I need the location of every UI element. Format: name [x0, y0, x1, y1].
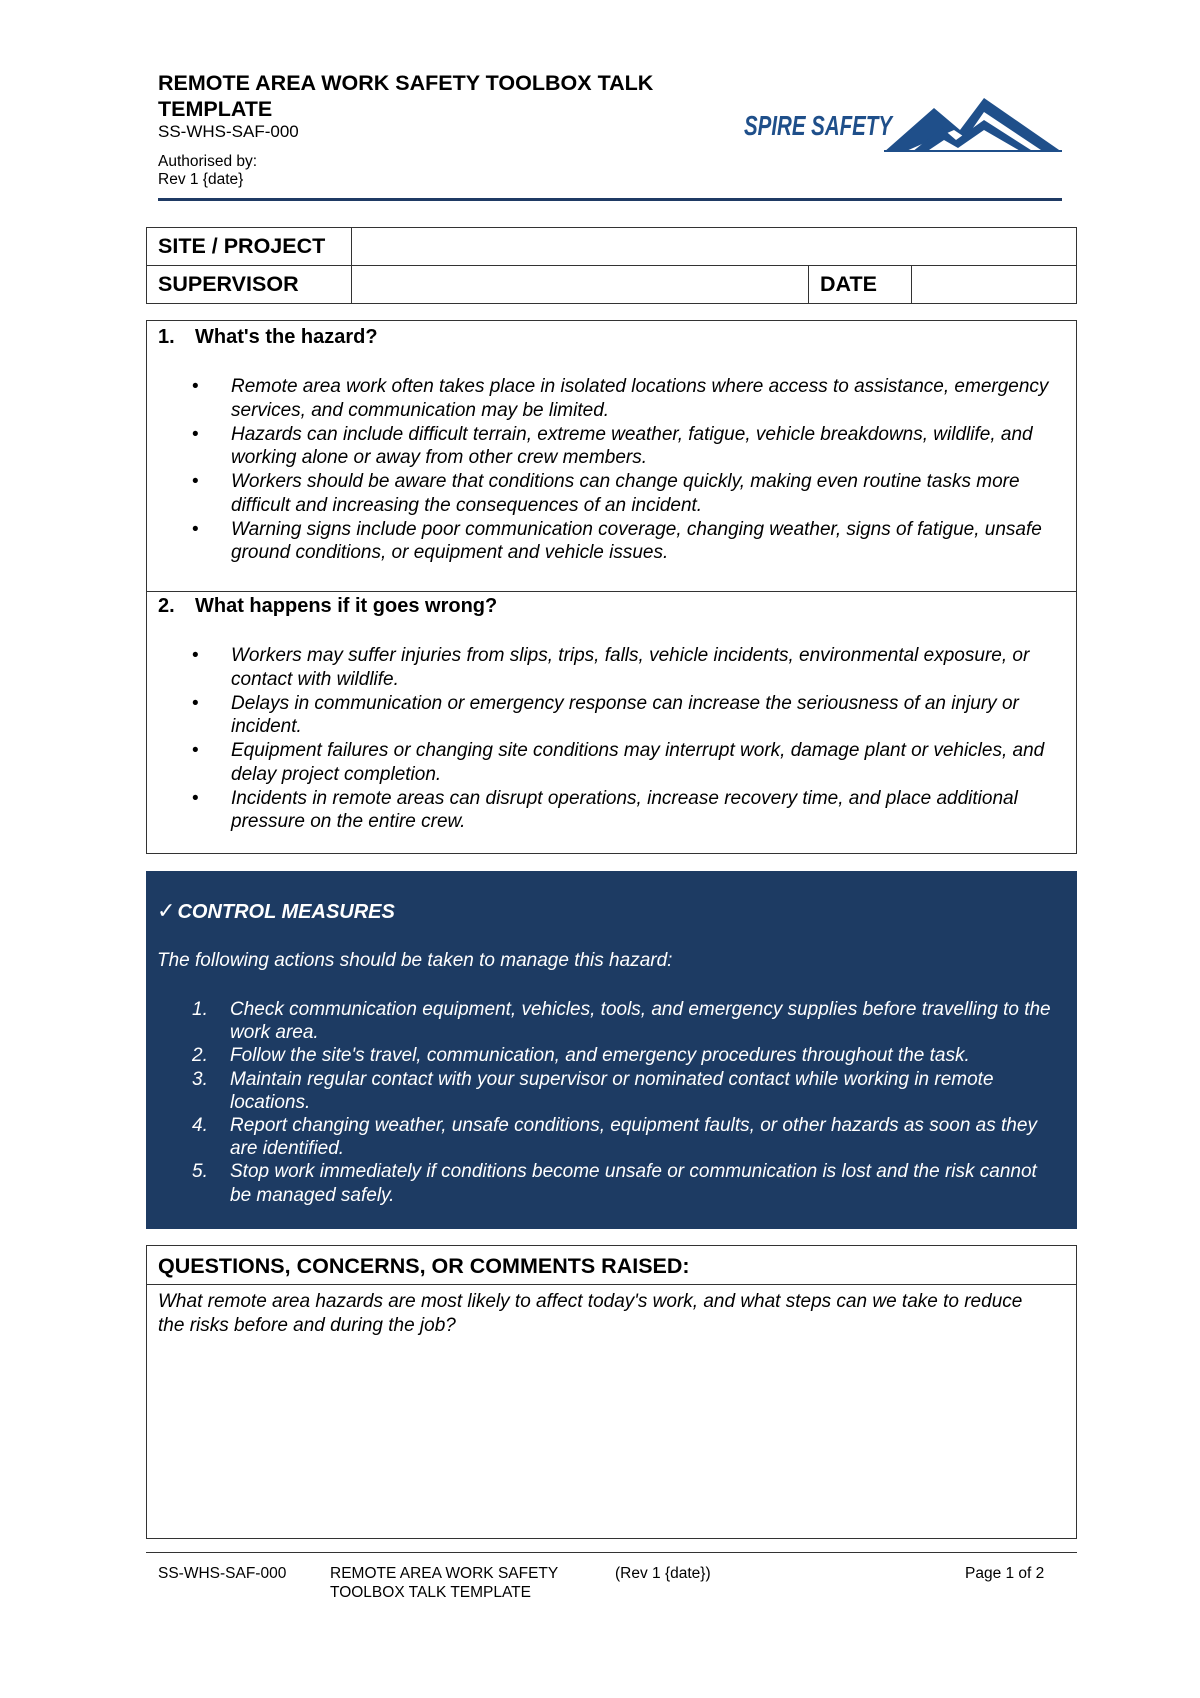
hazard-heading: [158, 326, 1076, 349]
checkmark-icon: ✓: [157, 898, 176, 923]
questions-section: [146, 1245, 1077, 1539]
consequences-section: [146, 590, 1077, 854]
list-item: • Equipment failures or changing site conditions may interrupt work, damage plant or vehicles, and delay project completion.: [231, 739, 1058, 786]
site-project-field[interactable]: [352, 228, 1077, 266]
questions-prompt[interactable]: What remote area hazards are most likely to affect today's work, and what steps can we take to reduce the risks before and during the job?: [158, 1291, 1023, 1336]
header-divider: [158, 198, 1062, 201]
site-info-table: [146, 227, 1077, 304]
footer-title: REMOTE AREA WORK SAFETY TOOLBOX TALK TEMPLATE: [330, 1565, 558, 1601]
document-title: REMOTE AREA WORK SAFETY TOOLBOX TALK TEMPLATE: [158, 71, 654, 121]
authorised-by-label: Authorised by:: [158, 153, 258, 170]
list-item: • Workers may suffer injuries from slips, trips, falls, vehicle incidents, environmental exposure, or contact with wildlife.: [231, 644, 1058, 691]
consequences-number: 2.: [158, 595, 175, 617]
list-item: • Delays in communication or emergency response can increase the seriousness of an injury or incident.: [231, 692, 1058, 739]
supervisor-row: [147, 266, 1077, 304]
footer-doc-code: SS-WHS-SAF-000: [158, 1565, 287, 1582]
revision-label: Rev 1 {date}: [158, 171, 244, 188]
list-item: • Remote area work often takes place in isolated locations where access to assistance, emergency services, and communication may be limited.: [231, 375, 1058, 422]
list-item: • Warning signs include poor communication coverage, changing weather, signs of fatigue, unsafe ground conditions, or equipment and vehicle issues.: [231, 518, 1058, 565]
footer-divider: [146, 1552, 1077, 1553]
page-number: Page 1 of 2: [965, 1565, 1045, 1582]
supervisor-label: SUPERVISOR: [147, 266, 352, 304]
hazard-section: [146, 320, 1077, 592]
consequences-list: [147, 644, 1076, 834]
logo-text: SPIRE SAFETY: [744, 110, 894, 141]
consequences-heading: [158, 595, 1076, 618]
list-item: Report changing weather, unsafe conditions, equipment faults, or other hazards as soon as they are identified.: [230, 1115, 1037, 1160]
consequences-title: What happens if it goes wrong?: [195, 595, 498, 617]
list-item: Follow the site's travel, communication, and emergency procedures throughout the task.: [230, 1045, 970, 1067]
list-item: Maintain regular contact with your supervisor or nominated contact while working in remote locations.: [230, 1068, 994, 1113]
control-measures-intro: The following actions should be taken to manage this hazard:: [157, 950, 673, 971]
control-measures-heading: [157, 898, 1077, 924]
supervisor-field[interactable]: [352, 266, 809, 304]
spire-safety-logo: [744, 90, 1062, 160]
list-item: • Hazards can include difficult terrain, extreme weather, fatigue, vehicle breakdowns, wildlife, and working alone or away from other crew members.: [231, 423, 1058, 470]
list-item: Check communication equipment, vehicles, tools, and emergency supplies before travelling to the work area.: [230, 999, 1051, 1044]
control-measures-list: [146, 998, 1077, 1207]
document-header: [158, 70, 1062, 200]
questions-heading: QUESTIONS, CONCERNS, OR COMMENTS RAISED:: [147, 1246, 1076, 1285]
footer-revision: (Rev 1 {date}): [615, 1565, 711, 1582]
mountain-logo-icon: [744, 90, 1062, 160]
control-measures-panel: [146, 871, 1077, 1229]
hazard-number: 1.: [158, 326, 175, 348]
control-measures-title: CONTROL MEASURES: [177, 901, 395, 923]
hazard-list: [147, 375, 1076, 565]
document-code: SS-WHS-SAF-000: [158, 122, 299, 141]
site-row: [147, 228, 1077, 266]
date-label: DATE: [809, 266, 912, 304]
hazard-title: What's the hazard?: [195, 326, 378, 348]
list-item: Stop work immediately if conditions become unsafe or communication is lost and the risk cannot be managed safely.: [230, 1161, 1037, 1206]
list-item: • Incidents in remote areas can disrupt operations, increase recovery time, and place additional pressure on the entire crew.: [231, 787, 1058, 834]
site-project-label: SITE / PROJECT: [147, 228, 352, 266]
list-item: • Workers should be aware that conditions can change quickly, making even routine tasks more difficult and increasing the consequences of an incident.: [231, 470, 1058, 517]
date-field[interactable]: [912, 266, 1077, 304]
